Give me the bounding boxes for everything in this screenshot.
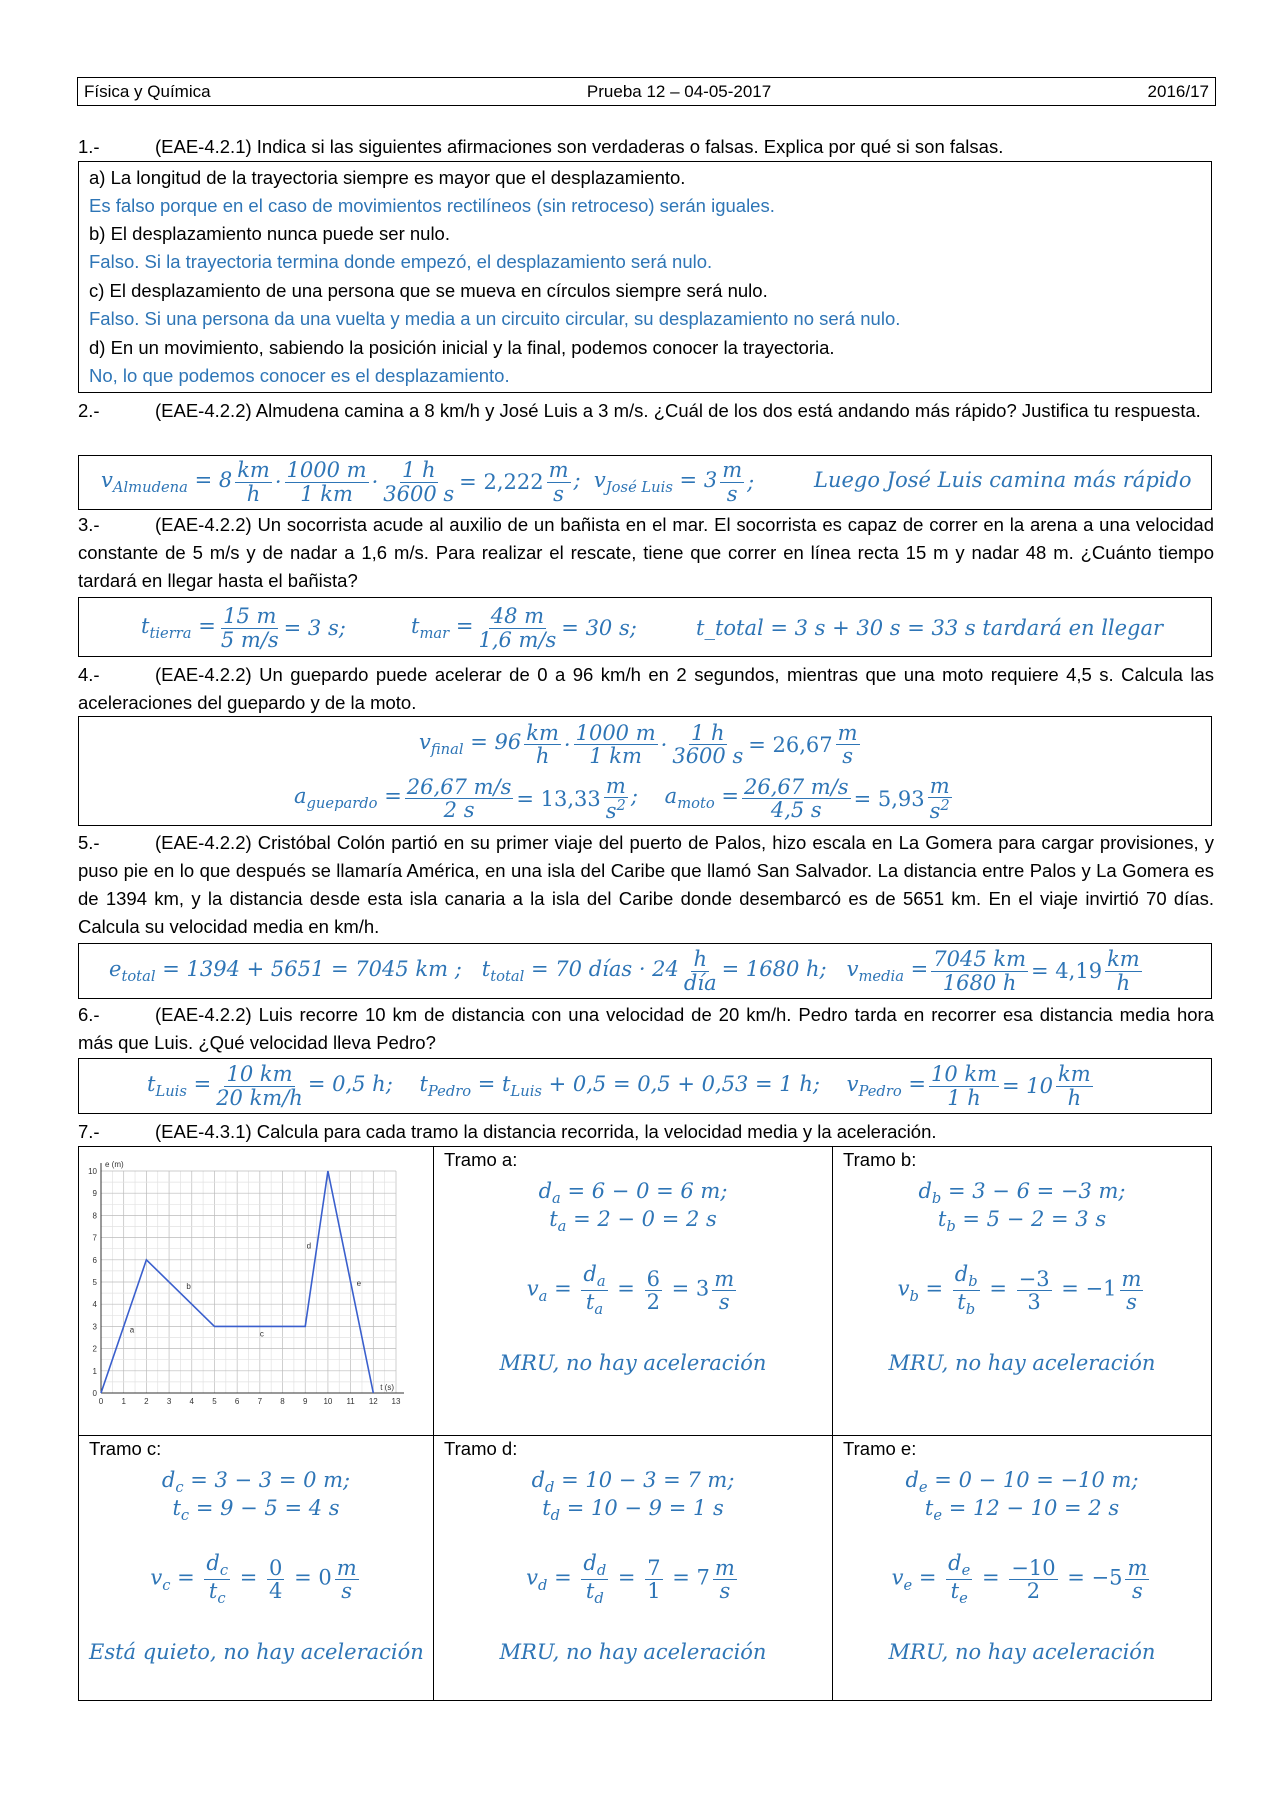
position-time-graph	[81, 1153, 431, 1423]
tramo-e-velocity: $v_e$ = $\frac{d_e}{t_e}$ = $\frac{-10}{2}$ = −5 $\frac{m}{s}$	[891, 1551, 1148, 1607]
question-number: 7.-	[78, 1121, 100, 1142]
tramo-a-distance: $d_a = 6 - 0 = 6$ m;	[538, 1179, 728, 1208]
answer-a: Es falso porque en el caso de movimientos rectilíneos (sin retroceso) serán iguales.	[89, 195, 775, 216]
question-number: 3.-	[78, 514, 100, 535]
question-text: (EAE-4.2.2) Cristóbal Colón partió en su primer viaje del puerto de Palos, hizo escala en La Gomera para cargar provisiones, y puso pie en lo que después se llamaría América, en una isla del Caribe que llamó San Salvador. La distancia entre Palos y La Gomera es de 1394 km, y la distancia desde esta isla canaria a la isla del Caribe donde desembarcó es de 5651 km. En el viaje invirtió 70 días. Calcula su velocidad media en km/h.	[78, 832, 1214, 937]
tramo-a-velocity: $v_a$ = $\frac{d_a}{t_a}$ = $\frac{6}{2}$ = 3 $\frac{m}{s}$	[526, 1262, 735, 1318]
question-text: (EAE-4.2.2) Almudena camina a 8 km/h y José Luis a 3 m/s. ¿Cuál de los dos está andando más rápido? Justifica tu respuesta.	[155, 400, 1201, 421]
tramo-a-title: Tramo a:	[444, 1149, 518, 1170]
x-tick-label: 1	[121, 1397, 126, 1406]
answer-box-6	[78, 1058, 1212, 1114]
question-number: 5.-	[78, 832, 100, 853]
cell-tramo-b	[832, 1146, 1212, 1436]
tramo-c-time: $t_c = 9 - 5 = 4$ s	[172, 1496, 340, 1525]
formula-tierra: $t_{tierra}$ = $\frac{15 m}{5 m/s}$ = 3 s;	[141, 604, 346, 652]
formula-almudena: $v_{Almudena} = 8$ $\frac{km}{h}$ · $\frac{1000 m}{1 km}$ · $\frac{1 h}{3600 s}$ = 2,222 $\frac{m}{s}$ ; $v_{José Luis} = 3$ $\frac{m}{s}$ ;	[101, 458, 755, 506]
header-year: 2016/17	[1147, 81, 1209, 101]
tramo-c-velocity: $v_c$ = $\frac{d_c}{t_c}$ = $\frac{0}{4}$ = 0 $\frac{m}{s}$	[150, 1551, 357, 1607]
segment-label: e	[356, 1279, 362, 1288]
question-text: (EAE-4.2.2) Un guepardo puede acelerar de 0 a 96 km/h en 2 segundos, mientras que una moto requiere 4,5 s. Calcula las aceleraciones del guepardo y de la moto.	[78, 664, 1214, 713]
tramo-b-distance: $d_b = 3 - 6 = -3$ m;	[918, 1179, 1126, 1208]
formula-total: t_total = 3 s + 30 s = 33 s tardará en llegar	[696, 616, 1164, 640]
statement-b: b) El desplazamiento nunca puede ser nulo.	[89, 223, 450, 244]
answer-box-2	[78, 455, 1212, 510]
y-tick-label: 2	[92, 1344, 97, 1354]
segment-label: a	[129, 1325, 135, 1335]
question-2	[78, 397, 1214, 425]
formula-velocidad-media: $e_{total} = 1394 + 5651 = 7045$ km ; $t_{total} = 70$ días · 24 $\frac{h}{\text{día}}$ = 1680 h; $v_{media}$ = $\frac{7045 km}{1680 h}$ = 4,19 $\frac{km}{h}$	[109, 947, 1140, 995]
x-tick-label: 8	[280, 1397, 285, 1406]
tramo-b-note: MRU, no hay aceleración	[888, 1351, 1156, 1375]
tramo-e-time: $t_e = 12 - 10 = 2$ s	[924, 1496, 1120, 1525]
y-tick-label: 7	[92, 1233, 97, 1243]
x-tick-label: 9	[303, 1397, 308, 1406]
graph-cell	[78, 1146, 434, 1436]
tramo-e-title: Tramo e:	[843, 1438, 917, 1459]
y-tick-label: 5	[92, 1278, 97, 1287]
tramo-a-note: MRU, no hay aceleración	[499, 1351, 767, 1375]
answer-text-2: Luego José Luis camina más rápido	[814, 468, 1192, 492]
question-text: (EAE-4.2.2) Luis recorre 10 km de distancia con una velocidad de 20 km/h. Pedro tarda en recorrer esa distancia media hora más que Luis. ¿Qué velocidad lleva Pedro?	[78, 1004, 1214, 1053]
tramo-c-note: Está quieto, no hay aceleración	[89, 1640, 424, 1664]
statement-c: c) El desplazamiento de una persona que se mueva en círculos siempre será nulo.	[89, 280, 768, 301]
tramo-a-time: $t_a = 2 - 0 = 2$ s	[549, 1207, 717, 1236]
x-tick-label: 3	[166, 1397, 172, 1406]
tramo-b-velocity: $v_b$ = $\frac{d_b}{t_b}$ = $\frac{-3}{3}$ = −1 $\frac{m}{s}$	[897, 1262, 1142, 1318]
cell-tramo-d	[433, 1435, 833, 1701]
x-tick-label: 13	[391, 1397, 401, 1406]
question-5	[78, 829, 1214, 941]
tramo-e-note: MRU, no hay aceleración	[888, 1640, 1156, 1664]
x-tick-label: 11	[346, 1397, 355, 1406]
tramo-b-title: Tramo b:	[843, 1149, 917, 1170]
header-test-title: Prueba 12 – 04-05-2017	[586, 81, 772, 101]
x-tick-label: 5	[212, 1397, 217, 1406]
tramo-b-time: $t_b = 5 - 2 = 3$ s	[937, 1207, 1107, 1236]
formula-vfinal: $v_{final} = 96$ $\frac{km}{h}$ · $\frac{1000 m}{1 km}$ · $\frac{1 h}{3600 s}$ = 26,67 $\frac{m}{s}$	[419, 720, 858, 768]
y-axis-label: e (m)	[105, 1160, 124, 1169]
answer-box-3	[78, 597, 1212, 657]
question-4	[78, 661, 1214, 717]
tramo-d-title: Tramo d:	[444, 1438, 518, 1459]
statement-d: d) En un movimiento, sabiendo la posición inicial y la final, podemos conocer la trayectoria.	[89, 337, 835, 358]
cell-tramo-e	[832, 1435, 1212, 1701]
y-tick-label: 10	[88, 1167, 97, 1176]
formula-acceleration: $a_{guepardo}$ = $\frac{26,67 m/s}{2 s}$ = 13,33 $\frac{m}{s^2}$ ; $a_{moto}$ = $\frac{26,67 m/s}{4,5 s}$ = 5,93 $\frac{m}{s^2}$	[294, 773, 950, 823]
header-subject: Física y Química	[84, 81, 211, 101]
answer-box-1	[78, 161, 1212, 393]
y-tick-label: 1	[92, 1366, 97, 1376]
segment-label: d	[306, 1241, 312, 1251]
tramo-c-distance: $d_c = 3 - 3 = 0$ m;	[161, 1468, 351, 1497]
cell-tramo-c	[78, 1435, 434, 1701]
tramo-e-distance: $d_e = 0 - 10 = -10$ m;	[905, 1468, 1139, 1497]
answer-box-5	[78, 943, 1212, 999]
document-header	[77, 77, 1216, 106]
question-text: (EAE-4.2.1) Indica si las siguientes afirmaciones son verdaderas o falsas. Explica por qué si son falsas.	[155, 136, 1004, 157]
tramo-d-note: MRU, no hay aceleración	[499, 1640, 767, 1664]
question-number: 2.-	[78, 400, 100, 421]
tramo-d-time: $t_d = 10 - 9 = 1$ s	[542, 1496, 724, 1525]
x-tick-label: 10	[323, 1397, 333, 1406]
question-number: 1.-	[78, 136, 100, 157]
question-6	[78, 1001, 1214, 1057]
y-tick-label: 8	[92, 1211, 97, 1221]
segment-label: c	[259, 1329, 264, 1339]
x-axis-label: t (s)	[380, 1383, 394, 1392]
question-number: 6.-	[78, 1004, 100, 1025]
x-tick-label: 4	[189, 1397, 194, 1406]
tramo-d-distance: $d_d = 10 - 3 = 7$ m;	[531, 1468, 735, 1497]
y-tick-label: 0	[92, 1389, 97, 1398]
tramo-c-title: Tramo c:	[89, 1438, 162, 1459]
tramo-d-velocity: $v_d$ = $\frac{d_d}{t_d}$ = $\frac{7}{1}$ = 7 $\frac{m}{s}$	[526, 1551, 735, 1607]
answer-b: Falso. Si la trayectoria termina donde empezó, el desplazamiento será nulo.	[89, 251, 713, 272]
answer-d: No, lo que podemos conocer es el desplazamiento.	[89, 365, 510, 386]
x-tick-label: 12	[368, 1397, 378, 1406]
answer-c: Falso. Si una persona da una vuelta y media a un circuito circular, su desplazamiento no será nulo.	[89, 308, 901, 329]
x-tick-label: 2	[144, 1397, 149, 1406]
cell-tramo-a	[433, 1146, 833, 1436]
question-3	[78, 511, 1214, 595]
segment-label: b	[186, 1282, 191, 1292]
x-tick-label: 7	[257, 1397, 263, 1406]
question-text: (EAE-4.2.2) Un socorrista acude al auxilio de un bañista en el mar. El socorrista es capaz de correr en la arena a una velocidad constante de 5 m/s y de nadar a 1,6 m/s. Para realizar el rescate, tiene que correr en línea recta 15 m y nadar 48 m. ¿Cuánto tiempo tardará en llegar hasta el bañista?	[78, 514, 1214, 591]
question-number: 4.-	[78, 664, 100, 685]
y-tick-label: 9	[92, 1189, 97, 1199]
question-7	[78, 1118, 1214, 1146]
y-tick-label: 3	[92, 1322, 97, 1332]
question-text: (EAE-4.3.1) Calcula para cada tramo la distancia recorrida, la velocidad media y la aceleración.	[155, 1121, 937, 1142]
formula-mar: $t_{mar}$ = $\frac{48 m}{1,6 m/s}$ = 30 s;	[411, 604, 637, 652]
formula-pedro: $t_{Luis}$ = $\frac{10 km}{20 km/h}$ = 0,5 h; $t_{Pedro} = t_{Luis} + 0,5 = 0,5 + 0,53 = 1$ h; $v_{Pedro}$ = $\frac{10 km}{1 h}$ = 10 $\frac{km}{h}$	[147, 1062, 1091, 1110]
y-tick-label: 6	[92, 1255, 97, 1265]
x-tick-label: 0	[98, 1397, 104, 1406]
statement-a: a) La longitud de la trayectoria siempre es mayor que el desplazamiento.	[89, 167, 686, 188]
y-tick-label: 4	[92, 1300, 97, 1310]
answer-box-4	[78, 716, 1212, 826]
x-tick-label: 6	[234, 1397, 240, 1406]
question-1	[78, 133, 1214, 161]
